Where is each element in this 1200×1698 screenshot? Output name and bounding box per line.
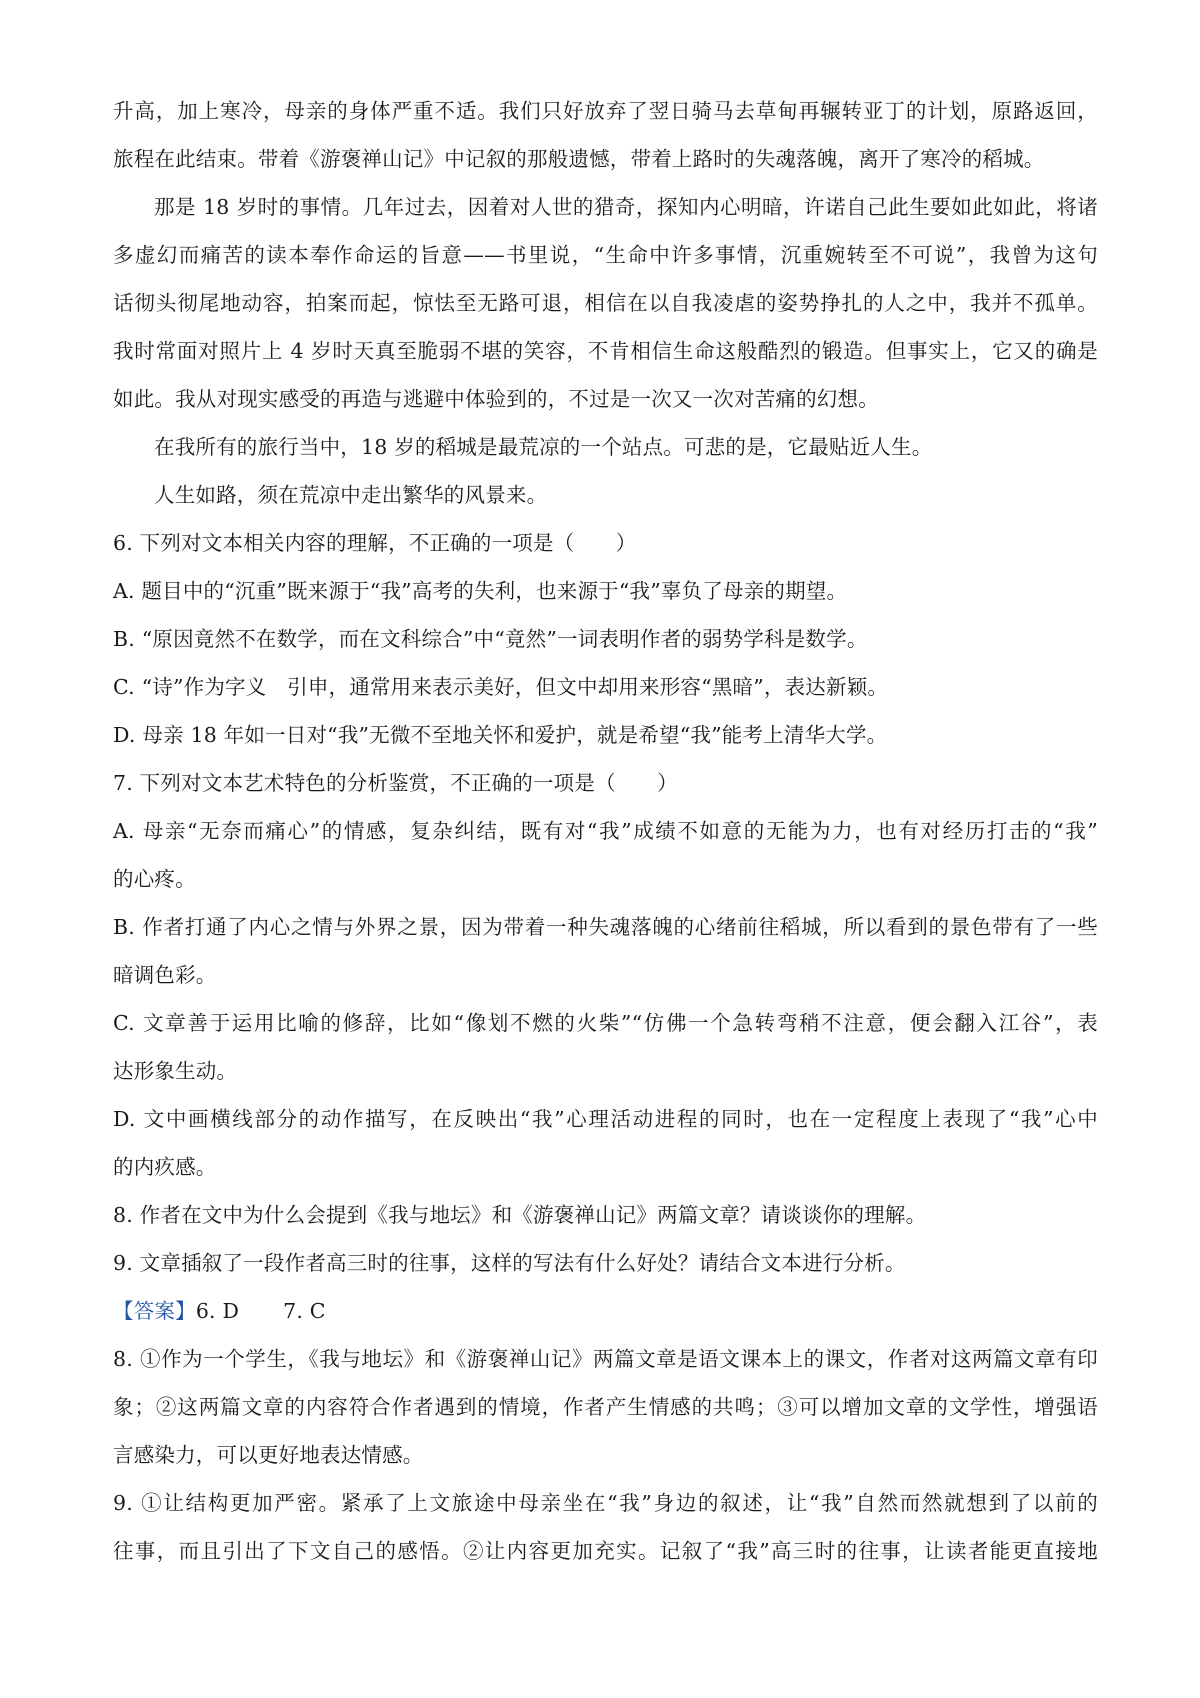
answer-8-line: 8. ①作为一个学生，《我与地坛》和《游褒禅山记》两篇文章是语文课本上的课文，作者对这两篇文章有印	[113, 1347, 1098, 1371]
passage-line: 话彻头彻尾地动容，拍案而起，惊怯至无路可退，相信在以自我凌虐的姿势挣扎的人之中，我并不孤单。	[113, 291, 1098, 315]
answer-6: 6. D	[195, 1299, 240, 1323]
question-7	[113, 768, 1098, 1182]
answer-section	[113, 1296, 1098, 1566]
answer-7: 7. C	[283, 1299, 326, 1323]
passage	[113, 96, 1098, 510]
question-8: 8. 作者在文中为什么会提到《我与地坛》和《游褒禅山记》两篇文章？请谈谈你的理解。	[113, 1203, 927, 1227]
option-d: D. 文中画横线部分的动作描写，在反映出“我”心理活动进程的同时，也在一定程度上表现了“我”心中	[113, 1107, 1098, 1131]
option-b: B. 作者打通了内心之情与外界之景，因为带着一种失魂落魄的心绪前往稻城，所以看到的景色带有了一些	[113, 915, 1098, 939]
answer-9-line: 往事，而且引出了下文自己的感悟。②让内容更加充实。记叙了“我”高三时的往事，让读者能更直接地	[113, 1539, 1098, 1563]
passage-line: 升高，加上寒冷，母亲的身体严重不适。我们只好放弃了翌日骑马去草甸再辗转亚丁的计划，原路返回，	[113, 99, 1098, 123]
answer-8-line: 象；②这两篇文章的内容符合作者遇到的情境，作者产生情感的共鸣；③可以增加文章的文学性，增强语	[113, 1395, 1098, 1419]
passage-line: 人生如路，须在荒凉中走出繁华的风景来。	[154, 483, 548, 507]
passage-line: 那是 18 岁时的事情。几年过去，因着对人世的猎奇，探知内心明暗，许诺自己此生要如此如此，将诸	[154, 195, 1098, 219]
option-a: A. 母亲“无奈而痛心”的情感，复杂纠结，既有对“我”成绩不如意的无能为力，也有对经历打击的“我”	[113, 819, 1098, 843]
question-6	[113, 528, 1098, 750]
passage-line: 我时常面对照片上 4 岁时天真至脆弱不堪的笑容，不肯相信生命这般酷烈的锻造。但事实上，它又的确是	[113, 339, 1098, 363]
question-9: 9. 文章插叙了一段作者高三时的往事，这样的写法有什么好处？请结合文本进行分析。	[113, 1251, 906, 1275]
option-c-cont: 达形象生动。	[113, 1059, 238, 1083]
passage-line: 旅程在此结束。带着《游褒禅山记》中记叙的那般遗憾，带着上路时的失魂落魄，离开了寒冷的稻城。	[113, 147, 1045, 171]
answer-9-line: 9. ①让结构更加严密。紧承了上文旅途中母亲坐在“我”身边的叙述，让“我”自然而然就想到了以前的	[113, 1491, 1098, 1515]
option-b-cont: 暗调色彩。	[113, 963, 217, 987]
option-d-cont: 的内疚感。	[113, 1155, 217, 1179]
question-stem: 6. 下列对文本相关内容的理解，不正确的一项是（ ）	[113, 531, 637, 555]
option-d: D. 母亲 18 年如一日对“我”无微不至地关怀和爱护，就是希望“我”能考上清华大学。	[113, 723, 888, 747]
option-a-cont: 的心疼。	[113, 867, 196, 891]
question-stem: 7. 下列对文本艺术特色的分析鉴赏，不正确的一项是（ ）	[113, 771, 678, 795]
answer-8-line: 言感染力，可以更好地表达情感。	[113, 1443, 424, 1467]
answer-summary	[113, 1296, 1098, 1326]
passage-line: 多虚幻而痛苦的读本奉作命运的旨意——书里说，“生命中许多事情，沉重婉转至不可说”，我曾为这句	[113, 243, 1098, 267]
option-b: B. “原因竟然不在数学，而在文科综合”中“竟然”一词表明作者的弱势学科是数学。	[113, 627, 868, 651]
answer-tag: 【答案】	[113, 1299, 196, 1323]
option-c: C. 文章善于运用比喻的修辞，比如“像划不燃的火柴”“仿佛一个急转弯稍不注意，便会翻入江谷”，表	[113, 1011, 1098, 1035]
passage-line: 在我所有的旅行当中，18 岁的稻城是最荒凉的一个站点。可悲的是，它最贴近人生。	[154, 435, 933, 459]
document-page	[113, 96, 1098, 1584]
passage-line: 如此。我从对现实感受的再造与逃避中体验到的，不过是一次又一次对苦痛的幻想。	[113, 387, 879, 411]
option-c: C. “诗”作为字义 引申，通常用来表示美好，但文中却用来形容“黑暗”，表达新颖。	[113, 675, 889, 699]
option-a: A. 题目中的“沉重”既来源于“我”高考的失利，也来源于“我”辜负了母亲的期望。	[113, 579, 848, 603]
